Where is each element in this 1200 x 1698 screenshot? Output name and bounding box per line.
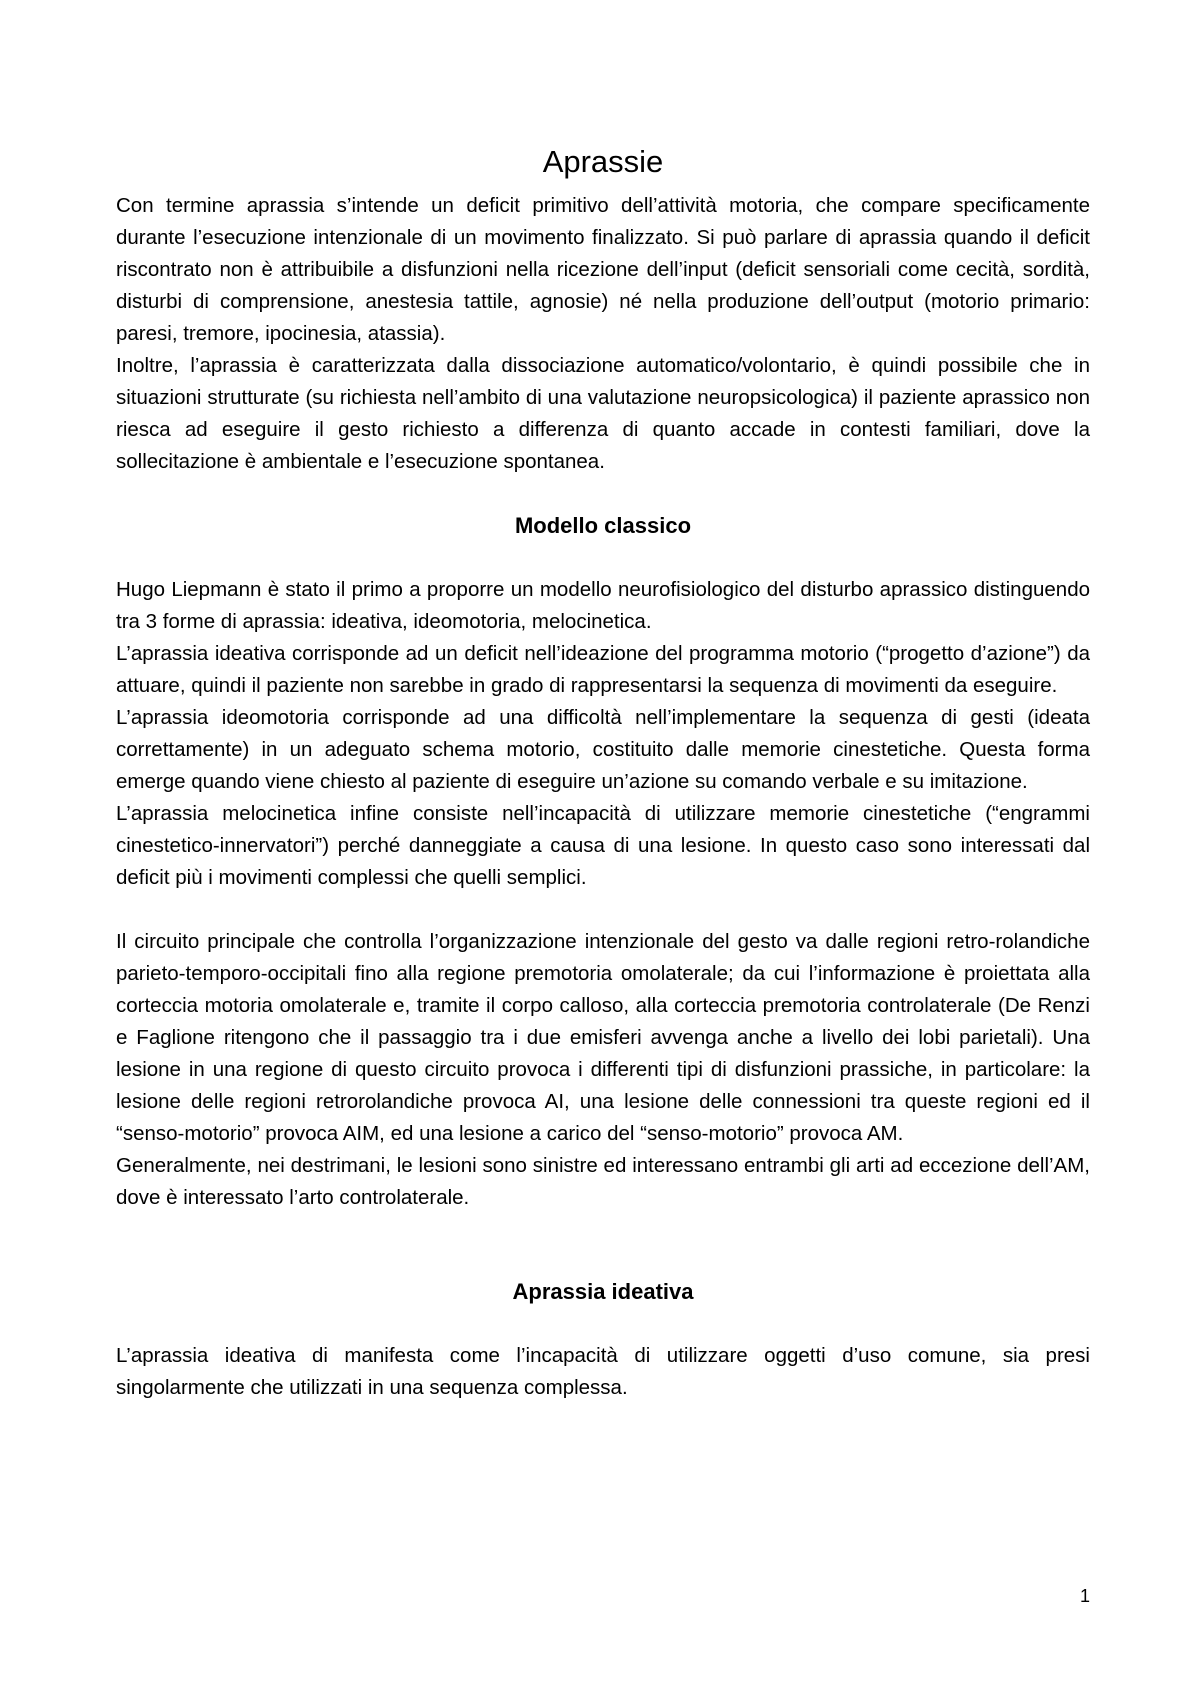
section-heading-aprassia-ideativa: Aprassia ideativa bbox=[512, 1279, 694, 1304]
page-content bbox=[116, 142, 1090, 1404]
circuit-paragraph-2: Generalmente, nei destrimani, le lesioni sono sinistre ed interessano entrambi gli arti ad eccezione dell’AM, dove è interessato l’arto controlaterale. bbox=[116, 1154, 1090, 1209]
spacer bbox=[116, 894, 1090, 926]
page-number: 1 bbox=[1079, 1586, 1090, 1606]
spacer bbox=[116, 1308, 1090, 1340]
intro-paragraph-2: Inoltre, l’aprassia è caratterizzata dalla dissociazione automatico/volontario, è quindi possibile che in situazioni strutturate (su richiesta nell’ambito di una valutazione neuropsicologica) il paziente aprassico non riesca ad eseguire il gesto richiesto a differenza di quanto accade in contesti familiari, dove la sollecitazione è ambientale e l’esecuzione spontanea. bbox=[116, 354, 1090, 473]
ideative-paragraph-1: L’aprassia ideativa di manifesta come l’incapacità di utilizzare oggetti d’uso comune, sia presi singolarmente che utilizzati in una sequenza complessa. bbox=[116, 1344, 1090, 1399]
document-title: Aprassie bbox=[542, 144, 664, 179]
classic-paragraph-3: L’aprassia ideomotoria corrisponde ad una difficoltà nell’implementare la sequenza di gesti (ideata correttamente) in un adeguato schema motorio, costituito dalle memorie cinestetiche. Questa forma emerge quando viene chiesto al paziente di eseguire un’azione su comando verbale e su imitazione. bbox=[116, 706, 1090, 793]
section-heading-modello-classico: Modello classico bbox=[514, 513, 692, 538]
classic-paragraph-1: Hugo Liepmann è stato il primo a proporre un modello neurofisiologico del disturbo aprassico distinguendo tra 3 forme di aprassia: ideativa, ideomotoria, melocinetica. bbox=[116, 578, 1090, 633]
spacer bbox=[116, 478, 1090, 510]
classic-paragraph-2: L’aprassia ideativa corrisponde ad un deficit nell’ideazione del programma motorio (“progetto d’azione”) da attuare, quindi il paziente non sarebbe in grado di rappresentarsi la sequenza di movimenti da eseguire. bbox=[116, 642, 1090, 697]
spacer bbox=[116, 542, 1090, 574]
classic-paragraph-4: L’aprassia melocinetica infine consiste nell’incapacità di utilizzare memorie cinestetiche (“engrammi cinestetico-innervatori”) perché danneggiate a causa di una lesione. In questo caso sono interessati dal deficit più i movimenti complessi che quelli semplici. bbox=[116, 802, 1090, 889]
intro-paragraph-1: Con termine aprassia s’intende un deficit primitivo dell’attività motoria, che compare specificamente durante l’esecuzione intenzionale di un movimento finalizzato. Si può parlare di aprassia quando il deficit riscontrato non è attribuibile a disfunzioni nella ricezione dell’input (deficit sensoriali come cecità, sordità, disturbi di comprensione, anestesia tattile, agnosie) né nella produzione dell’output (motorio primario: paresi, tremore, ipocinesia, atassia). bbox=[116, 194, 1090, 345]
spacer bbox=[116, 1214, 1090, 1276]
circuit-paragraph-1: Il circuito principale che controlla l’organizzazione intenzionale del gesto va dalle regioni retro-rolandiche parieto-temporo-occipitali fino alla regione premotoria omolaterale; da cui l’informazione è proiettata alla corteccia motoria omolaterale e, tramite il corpo calloso, alla corteccia premotoria controlaterale (De Renzi e Faglione ritengono che il passaggio tra i due emisferi avvenga anche a livello dei lobi parietali). Una lesione in una regione di questo circuito provoca i differenti tipi di disfunzioni prassiche, in particolare: la lesione delle regioni retrorolandiche provoca AI, una lesione delle connessioni tra queste regioni ed il “senso-motorio” provoca AIM, ed una lesione a carico del “senso-motorio” provoca AM. bbox=[116, 930, 1090, 1145]
